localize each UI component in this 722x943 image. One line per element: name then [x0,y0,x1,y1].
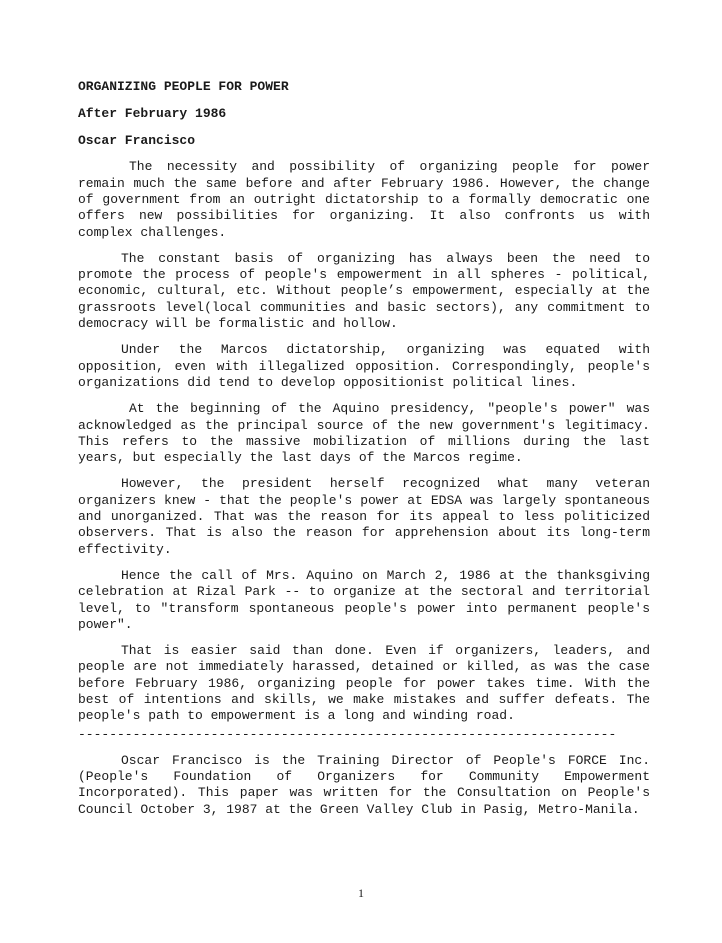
page-number: 1 [358,886,364,900]
document-subtitle: After February 1986 [78,105,227,121]
paragraph-4: At the beginning of the Aquino presidency, "people's power" was acknowledged as the principal source of the new government's legitimacy. This refers to the massive mobilization of millions during the last years, but especially the last days of the Marcos regime. [78,401,650,466]
paragraph-7: That is easier said than done. Even if organizers, leaders, and people are not immediately harassed, detained or killed, as was the case before February 1986, organizing people for power takes time. With the best of intentions and skills, we make mistakes and suffer defeats. The people's path to empowerment is a long and winding road. [78,643,650,724]
author-footnote: Oscar Francisco is the Training Director of People's FORCE Inc. (People's Foundation of Organizers for Community Empowerment Incorporated). This paper was written for the Consultation on People's Council October 3, 1987 at the Green Valley Club in Pasig, Metro-Manila. [78,752,650,817]
paragraph-2: The constant basis of organizing has always been the need to promote the process of people's empowerment in all spheres - political, economic, cultural, etc. Without people’s empowerment, especially at the grassroots level(local communities and basic sectors), any commitment to democracy will be formalistic and hollow. [78,250,650,332]
paragraph-3: Under the Marcos dictatorship, organizing was equated with opposition, even with illegalized opposition. Correspondingly, people's organizations did tend to develop oppositionist political lines. [78,342,650,390]
paragraph-6: Hence the call of Mrs. Aquino on March 2, 1986 at the thanksgiving celebration at Rizal Park -- to organize at the sectoral and territorial level, to "transform spontaneous people's power into permanent people's power". [78,567,650,632]
separator-line: --------------------------------------------------------------------- [78,726,617,742]
document-title: ORGANIZING PEOPLE FOR POWER [78,79,289,94]
paragraph-1: The necessity and possibility of organizing people for power remain much the same before and after February 1986. However, the change of government from an outright dictatorship to a formally democratic one offers new possibilities for organizing. It also confronts us with complex challenges. [78,159,650,240]
paragraph-5: However, the president herself recognized what many veteran organizers knew - that the people's power at EDSA was largely spontaneous and unorganized. That was the reason for its appeal to less politicized observers. That is also the reason for apprehension about its long-term effectivity. [78,476,650,557]
document-author: Oscar Francisco [78,132,196,148]
document-body [78,79,650,818]
